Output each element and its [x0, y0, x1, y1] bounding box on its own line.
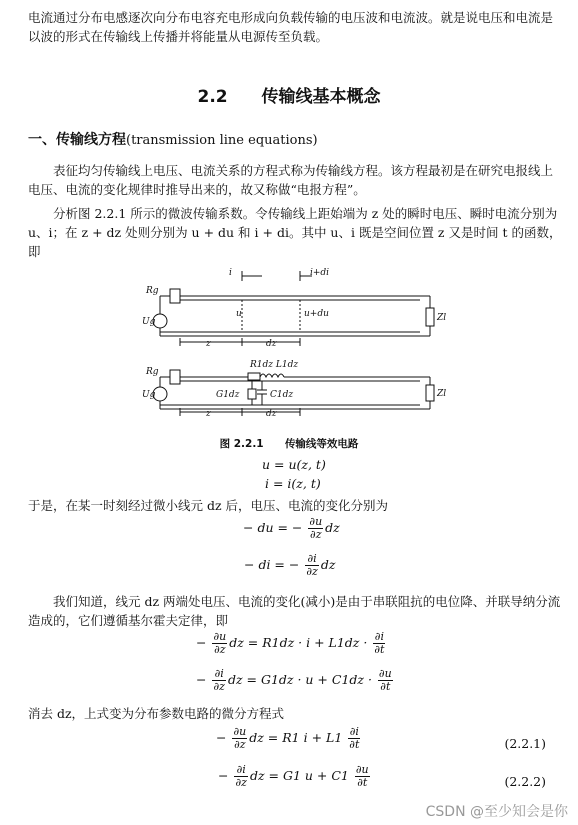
label-z-bottom: z — [206, 409, 211, 419]
paragraph-4: 我们知道，线元 dz 两端处电压、电流的变化(减小)是由于串联阻抗的电位降、并联导纳分流造成的，它们遵循基尔霍夫定律，即 — [28, 594, 561, 628]
eq221-rhs-num: ∂i — [349, 725, 359, 738]
eq-di-num: ∂i — [305, 553, 318, 566]
subsection-title: 一、传输线方程 — [28, 132, 126, 148]
equation-number-2-2-2: (2.2.2) — [504, 774, 546, 789]
label-series-rl: R1dz L1dz — [250, 360, 299, 370]
k1-lhs-num: ∂u — [213, 630, 227, 643]
label-dz-top: dz — [266, 339, 277, 349]
eq-du-rhs: dz — [325, 520, 340, 535]
label-zl-top: Zl — [437, 313, 447, 323]
k2-mid: dz = G1dz · u + C1dz · — [227, 672, 372, 687]
equation-u-function: u = u(z, t) — [262, 457, 326, 472]
label-ug-top: Ug — [142, 317, 156, 327]
label-i: i — [229, 268, 232, 278]
paragraph-5: 消去 dz，上式变为分布参数电路的微分方程式 — [28, 706, 285, 721]
k2-lhs-num: ∂i — [212, 668, 225, 681]
eq221-lhs-num: ∂u — [233, 725, 247, 738]
k2-rhs-den: ∂t — [380, 680, 391, 693]
eq222-rhs-num: ∂u — [355, 763, 369, 776]
eq221-mid: dz = R1 i + L1 — [249, 730, 343, 745]
equation-number-2-2-1: (2.2.1) — [504, 736, 546, 751]
equation-du — [243, 516, 340, 541]
eq222-rhs-den: ∂t — [357, 776, 368, 789]
eq221-rhs-den: ∂t — [349, 738, 360, 751]
label-i-di: i+di — [310, 268, 330, 278]
eq221-lhs-den: ∂z — [234, 738, 246, 751]
paragraph-1: 表征均匀传输线上电压、电流关系的方程式称为传输线方程。该方程最初是在研究电报线上电压、电流的变化规律时推导出来的，故又称做“电报方程”。 — [28, 163, 554, 197]
equation-i-function: i = i(z, t) — [265, 476, 321, 491]
k1-rhs-den: ∂t — [374, 643, 385, 656]
paragraph-2: 分析图 2.2.1 所示的微波传输系数。令传输线上距始端为 z 处的瞬时电压、瞬时电流分别为 u、i；在 z + dz 处则分别为 u + du 和 i + di。其中 u、i 既是空间位置 z 又是时间 t 的函数，即 — [28, 206, 562, 259]
eq-du-lhs: − du = − — [243, 520, 303, 535]
k2-lhs-den: ∂z — [213, 680, 225, 693]
eq-di-den: ∂z — [306, 565, 318, 578]
paragraph-3: 于是，在某一时刻经过微小线元 dz 后，电压、电流的变化分别为 — [28, 498, 389, 513]
eq221-pre: − — [216, 730, 227, 745]
eq-di-lhs: − di = − — [244, 557, 300, 572]
label-rg-bottom: Rg — [146, 367, 159, 377]
section-heading — [0, 82, 578, 107]
label-cdz: C1dz — [270, 390, 294, 400]
subsection-english: (transmission line equations) — [126, 133, 318, 148]
k2-rhs-num: ∂u — [378, 667, 392, 680]
eq222-pre: − — [218, 768, 229, 783]
section-number: 2.2 — [197, 87, 228, 107]
subsection-heading — [28, 130, 563, 150]
k1-lhs-den: ∂z — [214, 643, 226, 656]
section-title: 传输线基本概念 — [261, 87, 381, 107]
caption-text: 传输线等效电路 — [284, 438, 359, 450]
eq222-mid: dz = G1 u + C1 — [249, 768, 349, 783]
eq-di-rhs: dz — [320, 557, 336, 572]
k1-pre: − — [196, 635, 207, 650]
equation-di — [244, 553, 335, 578]
k1-rhs-num: ∂i — [374, 630, 384, 643]
k1-mid: dz = R1dz · i + L1dz · — [229, 635, 368, 650]
figure-caption — [0, 436, 578, 451]
equation-kirchhoff-current — [196, 668, 395, 693]
eq222-lhs-den: ∂z — [235, 776, 247, 789]
label-ug-bottom: Ug — [142, 390, 156, 400]
intro-paragraph: 电流通过分布电感逐次向分布电容充电形成向负载传输的电压波和电流波。就是说电压和电流是以波的形式在传输线上传播并将能量从电源传至负载。 — [28, 10, 554, 44]
label-u: u — [236, 309, 242, 319]
label-gdz: G1dz — [216, 390, 240, 400]
eq222-lhs-num: ∂i — [234, 764, 247, 777]
label-dz-bottom: dz — [266, 409, 277, 419]
csdn-watermark: CSDN @至少知会是你 — [425, 804, 568, 820]
eq-du-den: ∂z — [310, 528, 322, 541]
eq-du-num: ∂u — [309, 515, 323, 528]
label-rg-top: Rg — [146, 286, 159, 296]
label-u-du: u+du — [304, 309, 329, 319]
label-zl-bottom: Zl — [437, 389, 447, 399]
caption-label: 图 2.2.1 — [219, 438, 264, 450]
k2-pre: − — [196, 672, 207, 687]
label-z-top: z — [206, 339, 211, 349]
figure-transmission-line-circuit — [140, 262, 460, 430]
equation-kirchhoff-voltage — [196, 631, 387, 656]
